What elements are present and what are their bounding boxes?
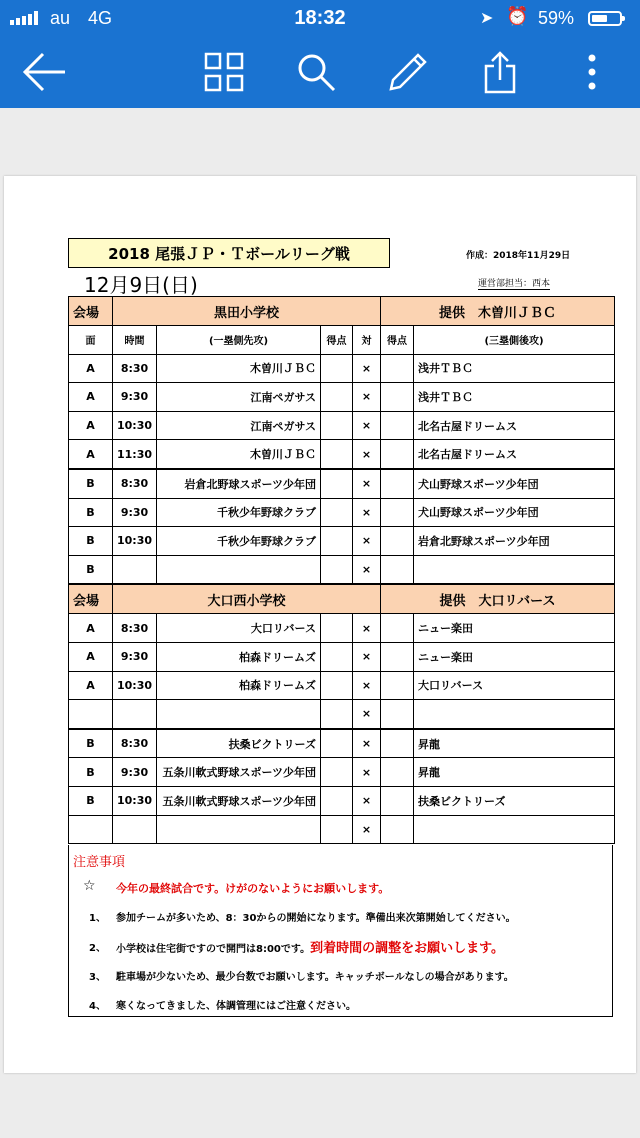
court-cell <box>69 700 113 729</box>
match-row <box>69 498 615 527</box>
away-team-cell: 昇龍 <box>414 758 615 787</box>
doc-title <box>68 238 390 268</box>
vs-cell: × <box>353 411 381 440</box>
venue-provider: 提供 大口リバース <box>381 584 615 614</box>
manager-line <box>478 276 550 290</box>
table-header <box>69 326 615 355</box>
vs-cell: × <box>353 700 381 729</box>
away-team-cell: 昇龍 <box>414 729 615 758</box>
notes-section <box>68 845 613 1017</box>
match-row <box>69 729 615 758</box>
vs-cell: × <box>353 758 381 787</box>
court-cell: B <box>69 729 113 758</box>
venue-provider: 提供 木曽川ＪＢＣ <box>381 297 615 326</box>
court-cell: B <box>69 469 113 498</box>
home-score-cell <box>321 786 353 815</box>
court-cell: B <box>69 527 113 556</box>
court-cell: B <box>69 758 113 787</box>
grid-view-button[interactable] <box>200 48 248 96</box>
home-team-cell: 岩倉北野球スポーツ少年団 <box>157 469 321 498</box>
match-row <box>69 555 615 584</box>
battery-icon <box>588 11 622 26</box>
match-row <box>69 440 615 469</box>
battery-level <box>592 15 607 22</box>
note-4-number: 4、 <box>89 1001 106 1012</box>
away-team-cell: 犬山野球スポーツ少年団 <box>414 469 615 498</box>
time-cell: 10:30 <box>113 411 157 440</box>
home-team-cell <box>157 700 321 729</box>
home-team-cell: 千秋少年野球クラブ <box>157 498 321 527</box>
vs-cell: × <box>353 671 381 700</box>
home-team-cell: 江南ペガサス <box>157 383 321 412</box>
note-2-emphasis: 到着時間の調整をお願いします。 <box>310 941 505 956</box>
match-row <box>69 671 615 700</box>
venue-row <box>69 297 615 326</box>
clock: 18:32 <box>294 7 346 29</box>
time-cell: 9:30 <box>113 642 157 671</box>
more-vertical-icon <box>586 52 598 92</box>
home-team-cell: 大口リバース <box>157 614 321 643</box>
court-cell: A <box>69 440 113 469</box>
manager-name: 西本 <box>532 279 551 289</box>
time-cell: 9:30 <box>113 498 157 527</box>
home-team-cell: 千秋少年野球クラブ <box>157 527 321 556</box>
court-cell: B <box>69 786 113 815</box>
away-score-cell <box>381 383 414 412</box>
match-row <box>69 700 615 729</box>
location-icon: ➤ <box>480 10 494 27</box>
away-score-cell <box>381 555 414 584</box>
header-time: 時間 <box>113 326 157 355</box>
manager-label: 運営部担当： <box>478 279 533 289</box>
court-cell: B <box>69 498 113 527</box>
away-team-cell: 北名古屋ドリームス <box>414 411 615 440</box>
created-date: 作成：2018年11月29日 <box>466 251 571 261</box>
note-1-number: 1、 <box>89 913 106 924</box>
court-cell: A <box>69 614 113 643</box>
venue-label: 会場 <box>69 584 113 614</box>
header-first-batting: (一塁側先攻) <box>157 326 321 355</box>
vs-cell: × <box>353 729 381 758</box>
home-team-cell <box>157 815 321 844</box>
court-cell: A <box>69 354 113 383</box>
status-bar <box>0 0 640 36</box>
home-score-cell <box>321 498 353 527</box>
note-2-number: 2、 <box>89 943 106 954</box>
header-third-batting: (三塁側後攻) <box>414 326 615 355</box>
home-score-cell <box>321 614 353 643</box>
away-team-cell: ニュー楽田 <box>414 642 615 671</box>
court-cell <box>69 815 113 844</box>
home-team-cell: 柏森ドリームズ <box>157 642 321 671</box>
home-score-cell <box>321 729 353 758</box>
venue-row <box>69 584 615 614</box>
home-score-cell <box>321 527 353 556</box>
away-score-cell <box>381 786 414 815</box>
home-score-cell <box>321 440 353 469</box>
schedule-table <box>68 296 615 844</box>
toolbar <box>0 36 640 108</box>
home-score-cell <box>321 642 353 671</box>
vs-cell: × <box>353 815 381 844</box>
note-1-text: 参加チームが多いため、8：30からの開始になります。準備出来次第開始してください。 <box>116 913 516 924</box>
vs-cell: × <box>353 614 381 643</box>
court-cell: A <box>69 411 113 440</box>
notes-heading: 注意事項 <box>73 855 126 870</box>
home-team-cell <box>157 555 321 584</box>
away-team-cell: 扶桑ビクトリーズ <box>414 786 615 815</box>
time-cell <box>113 700 157 729</box>
away-score-cell <box>381 614 414 643</box>
away-score-cell <box>381 411 414 440</box>
time-cell: 8:30 <box>113 614 157 643</box>
time-cell: 10:30 <box>113 527 157 556</box>
away-team-cell: 犬山野球スポーツ少年団 <box>414 498 615 527</box>
note-3-text: 駐車場が少ないため、最少台数でお願いします。キャッチボールなしの場合があります。 <box>116 972 514 983</box>
away-score-cell <box>381 815 414 844</box>
court-cell: A <box>69 642 113 671</box>
away-score-cell <box>381 469 414 498</box>
home-score-cell <box>321 671 353 700</box>
grid-icon <box>204 52 244 92</box>
away-team-cell: 浅井ＴＢＣ <box>414 354 615 383</box>
time-cell: 10:30 <box>113 786 157 815</box>
vs-cell: × <box>353 354 381 383</box>
away-team-cell: ニュー楽田 <box>414 614 615 643</box>
away-team-cell <box>414 555 615 584</box>
venue-name: 大口西小学校 <box>113 584 381 614</box>
match-row <box>69 383 615 412</box>
search-icon <box>296 52 336 92</box>
alarm-icon: ⏰ <box>506 6 529 26</box>
time-cell <box>113 555 157 584</box>
network-label: 4G <box>88 8 113 28</box>
time-cell <box>113 815 157 844</box>
home-team-cell: 扶桑ビクトリーズ <box>157 729 321 758</box>
search-button[interactable] <box>292 48 340 96</box>
match-row <box>69 354 615 383</box>
more-options-button[interactable] <box>568 48 616 96</box>
star-icon: ☆ <box>83 878 96 894</box>
match-row <box>69 411 615 440</box>
note-4-text: 寒くなってきました、体調管理にはご注意ください。 <box>116 1001 356 1012</box>
away-team-cell: 大口リバース <box>414 671 615 700</box>
match-row <box>69 642 615 671</box>
vs-cell: × <box>353 440 381 469</box>
match-row <box>69 614 615 643</box>
home-team-cell: 木曽川ＪＢＣ <box>157 354 321 383</box>
venue-label: 会場 <box>69 297 113 326</box>
battery-percent: 59% <box>538 8 575 28</box>
doc-title-text: 2018 尾張ＪＰ・Ｔボールリーグ戦 <box>108 244 350 263</box>
away-team-cell <box>414 815 615 844</box>
away-score-cell <box>381 671 414 700</box>
event-date: 12月9日(日) <box>84 273 198 297</box>
time-cell: 8:30 <box>113 469 157 498</box>
match-row <box>69 527 615 556</box>
away-score-cell <box>381 498 414 527</box>
time-cell: 11:30 <box>113 440 157 469</box>
away-score-cell <box>381 700 414 729</box>
match-row <box>69 815 615 844</box>
edit-button[interactable] <box>384 48 432 96</box>
vs-cell: × <box>353 469 381 498</box>
home-score-cell <box>321 815 353 844</box>
time-cell: 10:30 <box>113 671 157 700</box>
away-score-cell <box>381 758 414 787</box>
share-button[interactable] <box>476 48 524 96</box>
vs-cell: × <box>353 498 381 527</box>
home-team-cell: 五条川軟式野球スポーツ少年団 <box>157 786 321 815</box>
home-score-cell <box>321 383 353 412</box>
away-team-cell: 岩倉北野球スポーツ少年団 <box>414 527 615 556</box>
match-row <box>69 758 615 787</box>
home-team-cell: 柏森ドリームズ <box>157 671 321 700</box>
vs-cell: × <box>353 383 381 412</box>
header-score-away: 得点 <box>381 326 414 355</box>
away-team-cell <box>414 700 615 729</box>
home-team-cell: 江南ペガサス <box>157 411 321 440</box>
carrier-label: au <box>50 8 71 28</box>
vs-cell: × <box>353 527 381 556</box>
court-cell: B <box>69 555 113 584</box>
match-row <box>69 469 615 498</box>
share-icon <box>480 50 520 94</box>
home-team-cell: 木曽川ＪＢＣ <box>157 440 321 469</box>
home-score-cell <box>321 411 353 440</box>
venue-name: 黒田小学校 <box>113 297 381 326</box>
away-score-cell <box>381 642 414 671</box>
home-score-cell <box>321 555 353 584</box>
pencil-icon <box>388 52 428 92</box>
away-score-cell <box>381 354 414 383</box>
home-team-cell: 五条川軟式野球スポーツ少年団 <box>157 758 321 787</box>
away-team-cell: 浅井ＴＢＣ <box>414 383 615 412</box>
note-2-text <box>116 937 504 956</box>
header-score-home: 得点 <box>321 326 353 355</box>
vs-cell: × <box>353 642 381 671</box>
home-score-cell <box>321 469 353 498</box>
home-score-cell <box>321 700 353 729</box>
time-cell: 9:30 <box>113 383 157 412</box>
vs-cell: × <box>353 555 381 584</box>
note-2-main: 小学校は住宅街ですので開門は8:00です。 <box>116 944 311 955</box>
note-3-number: 3、 <box>89 972 106 983</box>
court-cell: A <box>69 671 113 700</box>
away-score-cell <box>381 729 414 758</box>
away-score-cell <box>381 440 414 469</box>
away-team-cell: 北名古屋ドリームス <box>414 440 615 469</box>
back-arrow-icon <box>21 52 67 92</box>
court-cell: A <box>69 383 113 412</box>
note-star-text: 今年の最終試合です。けがのないようにお願いします。 <box>116 882 390 895</box>
home-score-cell <box>321 758 353 787</box>
time-cell: 8:30 <box>113 354 157 383</box>
header-vs: 対 <box>353 326 381 355</box>
back-button[interactable] <box>20 48 68 96</box>
away-score-cell <box>381 527 414 556</box>
match-row <box>69 786 615 815</box>
vs-cell: × <box>353 786 381 815</box>
time-cell: 9:30 <box>113 758 157 787</box>
time-cell: 8:30 <box>113 729 157 758</box>
home-score-cell <box>321 354 353 383</box>
header-court: 面 <box>69 326 113 355</box>
